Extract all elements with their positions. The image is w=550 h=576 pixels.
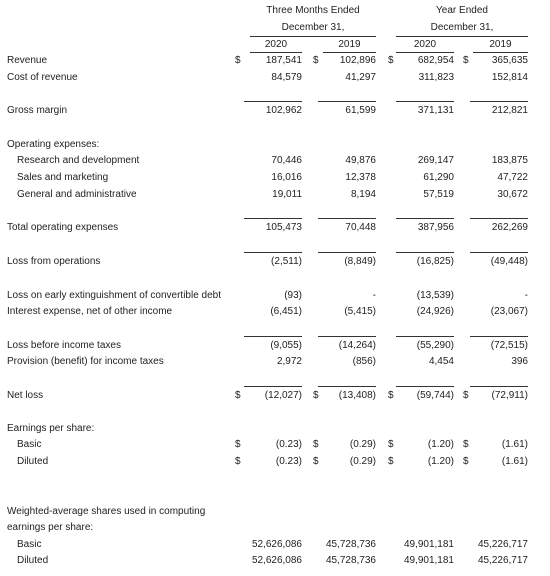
year-underline <box>473 52 528 53</box>
value-q4-2020: 2,972 <box>276 356 302 367</box>
value-q4-2019: 12,378 <box>345 172 376 183</box>
row-label-revenue: Revenue <box>7 55 48 66</box>
value-q4-2020: 52,626,086 <box>251 555 302 566</box>
value-fy-2019: (1.61) <box>501 439 528 450</box>
rule-line <box>244 101 302 102</box>
value-q4-2019: 70,448 <box>345 222 376 233</box>
row-label-loss-before-income-taxes: Loss before income taxes <box>7 340 121 351</box>
value-q4-2020: 102,962 <box>265 105 302 116</box>
value-q4-2020: (93) <box>284 290 302 301</box>
currency-symbol: $ <box>388 439 394 450</box>
value-fy-2020: 4,454 <box>428 356 454 367</box>
currency-symbol: $ <box>313 390 319 401</box>
value-q4-2020: 19,011 <box>272 189 302 200</box>
value-q4-2019: 49,876 <box>345 155 376 166</box>
rule-line <box>396 252 454 253</box>
rule-line <box>318 252 376 253</box>
currency-symbol: $ <box>388 55 394 66</box>
currency-symbol: $ <box>235 456 241 467</box>
rule-line <box>318 336 376 337</box>
value-fy-2019: 396 <box>511 356 528 367</box>
value-fy-2019: 365,635 <box>491 55 528 66</box>
value-fy-2020: 371,131 <box>417 105 454 116</box>
value-fy-2020: (59,744) <box>416 390 454 401</box>
rule-line <box>396 336 454 337</box>
value-fy-2019: 47,722 <box>497 172 528 183</box>
value-fy-2019: 262,269 <box>491 222 528 233</box>
currency-symbol: $ <box>235 55 241 66</box>
row-label-earnings-per-share: Earnings per share: <box>7 423 95 434</box>
value-fy-2019: (72,911) <box>491 390 528 401</box>
row-label-general-and-administrative: General and administrative <box>17 189 137 200</box>
value-fy-2020: 49,901,181 <box>403 539 454 550</box>
row-label-diluted: Diluted <box>17 555 49 566</box>
value-q4-2020: 70,446 <box>271 155 302 166</box>
rule-line <box>244 386 302 387</box>
value-q4-2019: 45,728,736 <box>325 555 376 566</box>
value-q4-2020: (6,451) <box>270 306 302 317</box>
value-fy-2020: (1.20) <box>427 456 454 467</box>
value-fy-2020: (1.20) <box>427 439 454 450</box>
currency-symbol: $ <box>235 439 241 450</box>
currency-symbol: $ <box>388 456 394 467</box>
rule-line <box>244 218 302 219</box>
rule-line <box>318 386 376 387</box>
currency-symbol: $ <box>313 55 319 66</box>
value-fy-2020: (55,290) <box>416 340 454 351</box>
value-fy-2019: (23,067) <box>490 306 528 317</box>
currency-symbol: $ <box>463 439 469 450</box>
row-label-operating-expenses: Operating expenses: <box>7 139 100 150</box>
row-label-total-operating-expenses: Total operating expenses <box>7 222 119 233</box>
value-fy-2019: (49,448) <box>490 256 528 267</box>
value-fy-2019: 30,672 <box>497 189 528 200</box>
currency-symbol: $ <box>463 390 469 401</box>
row-label-basic: Basic <box>17 539 42 550</box>
rule-line <box>244 252 302 253</box>
value-q4-2019: 41,297 <box>345 72 376 83</box>
value-q4-2019: - <box>372 290 376 301</box>
row-label-gross-margin: Gross margin <box>7 105 68 116</box>
value-q4-2019: (8,849) <box>344 256 376 267</box>
rule-line <box>470 218 528 219</box>
column-year-header: 2020 <box>413 39 437 50</box>
value-q4-2019: (0.29) <box>349 456 376 467</box>
year-underline <box>250 52 302 53</box>
value-q4-2020: (0.23) <box>275 439 302 450</box>
column-year-header: 2020 <box>264 39 288 50</box>
value-fy-2020: 311,823 <box>418 72 454 83</box>
value-fy-2019: 152,814 <box>491 72 528 83</box>
value-q4-2020: (9,055) <box>270 340 302 351</box>
value-q4-2019: (13,408) <box>338 390 376 401</box>
value-q4-2020: (2,511) <box>271 256 302 267</box>
rule-line <box>470 336 528 337</box>
rule-line <box>470 101 528 102</box>
row-label-interest-expense-net-of-other-income: Interest expense, net of other income <box>7 306 173 317</box>
row-label-loss-from-operations: Loss from operations <box>7 256 101 267</box>
value-q4-2020: 52,626,086 <box>251 539 302 550</box>
header-underline <box>250 36 376 37</box>
currency-symbol: $ <box>463 456 469 467</box>
column-year-header: 2019 <box>489 39 512 50</box>
rule-line <box>396 218 454 219</box>
rule-line <box>244 336 302 337</box>
value-q4-2019: 8,194 <box>350 189 376 200</box>
value-fy-2020: (16,825) <box>416 256 454 267</box>
rule-line <box>470 252 528 253</box>
row-label-earnings-per-share: earnings per share: <box>7 522 94 533</box>
year-underline <box>396 52 454 53</box>
value-fy-2019: - <box>524 290 528 301</box>
row-label-research-and-development: Research and development <box>17 155 140 166</box>
currency-symbol: $ <box>313 439 319 450</box>
value-q4-2020: (0.23) <box>275 456 302 467</box>
value-q4-2019: (14,264) <box>338 340 376 351</box>
value-q4-2019: (0.29) <box>349 439 376 450</box>
rule-line <box>396 386 454 387</box>
value-q4-2019: 61,599 <box>345 105 376 116</box>
value-q4-2020: 187,541 <box>265 55 302 66</box>
value-fy-2019: 212,821 <box>491 105 528 116</box>
row-label-weighted-average-shares-used-in-computing: Weighted-average shares used in computing <box>7 506 206 517</box>
date-header-three-months: December 31, <box>281 22 345 33</box>
currency-symbol: $ <box>313 456 319 467</box>
period-header-year: Year Ended <box>436 5 488 16</box>
currency-symbol: $ <box>463 55 469 66</box>
rule-line <box>318 101 376 102</box>
row-label-sales-and-marketing: Sales and marketing <box>17 172 109 183</box>
currency-symbol: $ <box>388 390 394 401</box>
value-q4-2019: 102,896 <box>339 55 376 66</box>
value-q4-2020: (12,027) <box>264 390 302 401</box>
row-label-cost-of-revenue: Cost of revenue <box>7 72 78 83</box>
row-label-net-loss: Net loss <box>7 390 44 401</box>
year-underline <box>323 52 376 53</box>
rule-line <box>318 218 376 219</box>
value-q4-2020: 105,473 <box>265 222 302 233</box>
row-label-loss-on-early-extinguishment-of-convertible-debt: Loss on early extinguishment of convertible debt <box>7 290 222 301</box>
row-label-diluted: Diluted <box>17 456 49 467</box>
date-header-year: December 31, <box>430 22 494 33</box>
value-fy-2020: 49,901,181 <box>403 555 454 566</box>
rule-line <box>470 386 528 387</box>
rule-line <box>396 101 454 102</box>
column-year-header: 2019 <box>338 39 361 50</box>
value-fy-2020: 387,956 <box>417 222 454 233</box>
value-fy-2020: 61,290 <box>423 172 454 183</box>
value-q4-2019: (856) <box>352 356 376 367</box>
value-fy-2020: (13,539) <box>416 290 454 301</box>
value-fy-2019: (72,515) <box>490 340 528 351</box>
row-label-basic: Basic <box>17 439 42 450</box>
value-fy-2020: 682,954 <box>417 55 454 66</box>
value-q4-2019: 45,728,736 <box>325 539 376 550</box>
row-label-provision-benefit-for-income-taxes: Provision (benefit) for income taxes <box>7 356 164 367</box>
value-q4-2019: (5,415) <box>344 306 376 317</box>
value-fy-2020: 57,519 <box>423 189 454 200</box>
value-fy-2020: (24,926) <box>416 306 454 317</box>
value-q4-2020: 84,579 <box>271 72 302 83</box>
currency-symbol: $ <box>235 390 241 401</box>
value-fy-2020: 269,147 <box>417 155 454 166</box>
value-q4-2020: 16,016 <box>271 172 302 183</box>
value-fy-2019: 183,875 <box>491 155 528 166</box>
header-underline <box>396 36 528 37</box>
value-fy-2019: (1.61) <box>501 456 528 467</box>
period-header-three-months: Three Months Ended <box>266 5 360 16</box>
value-fy-2019: 45,226,717 <box>477 555 528 566</box>
value-fy-2019: 45,226,717 <box>477 539 528 550</box>
